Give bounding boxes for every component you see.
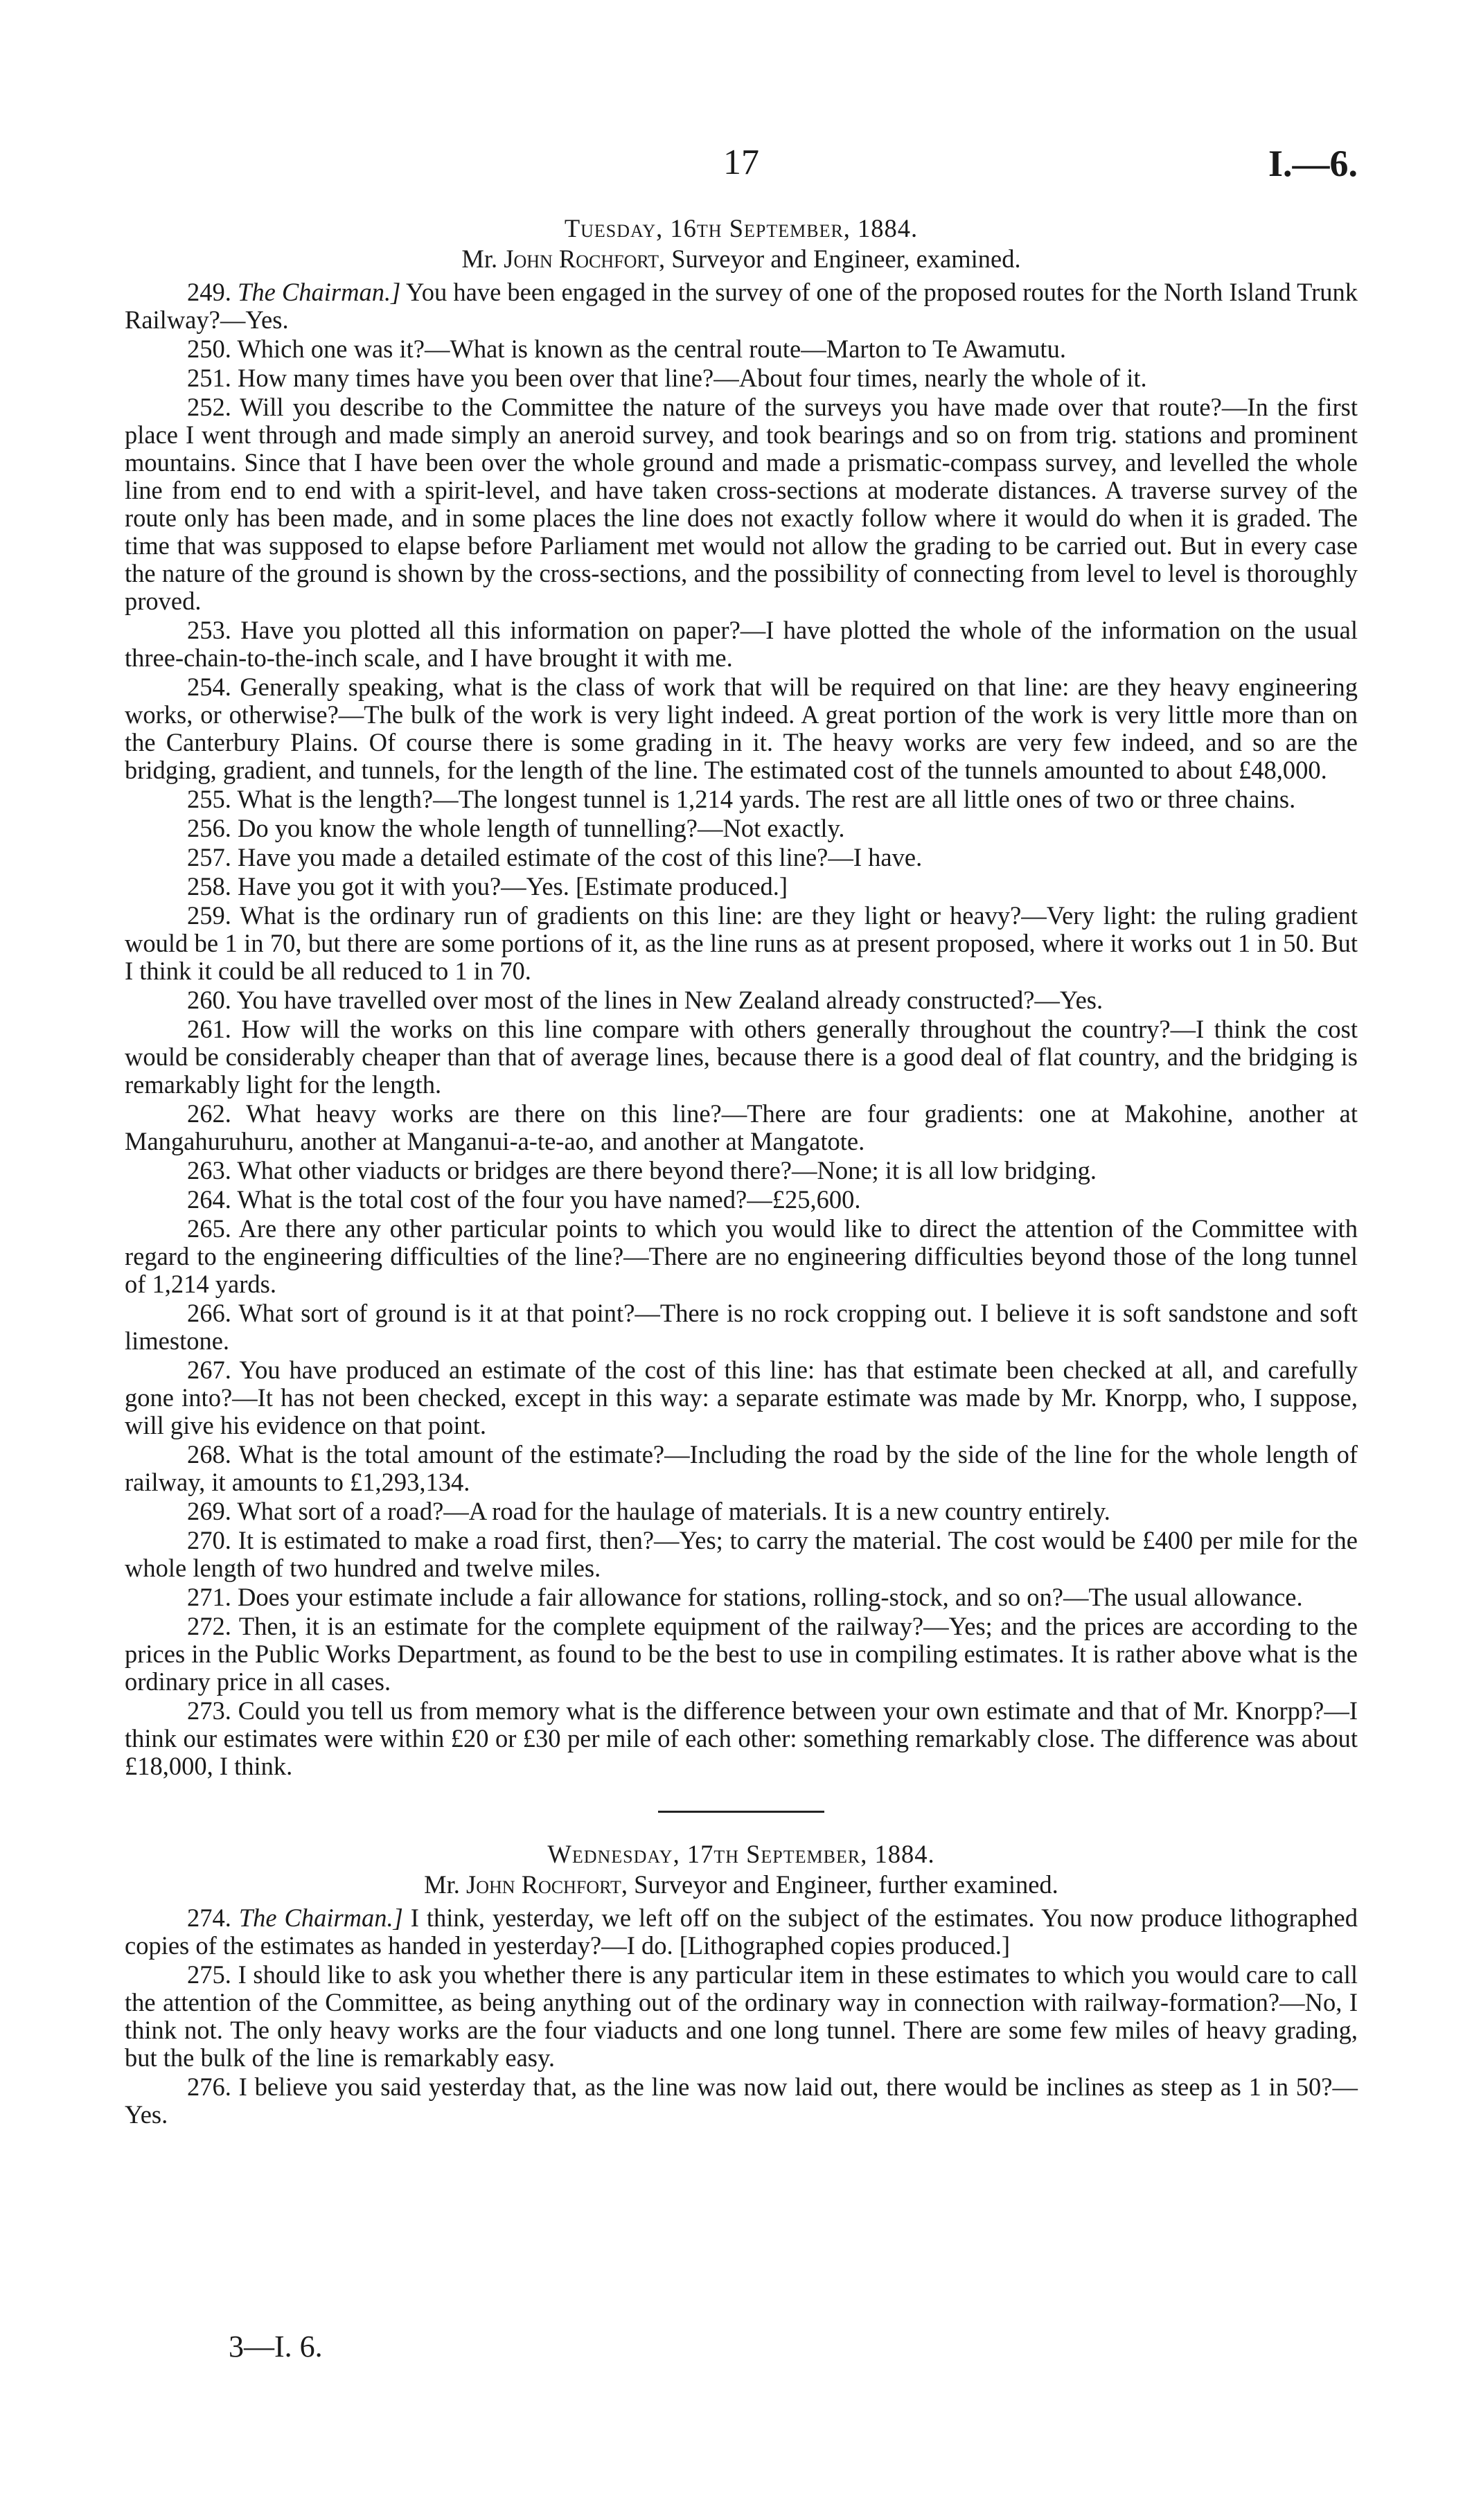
question-number: 251. <box>187 364 231 392</box>
question-number: 272. <box>187 1612 231 1640</box>
entry-text: You have produced an estimate of the cost of this line: has that estimate been checked at all, and carefully gone into?—It has not been checked, except in this way: a separate estimate was made by Mr. Knorpp, who, I suppose, will give his evidence on that point. <box>125 1356 1358 1439</box>
question-answer <box>125 1356 1358 1439</box>
document-reference: I.—6. <box>1268 143 1358 184</box>
question-answer <box>125 902 1358 985</box>
entry-text: What is the total cost of the four you have named?—£25,600. <box>237 1185 861 1214</box>
question-number: 276. <box>187 2073 231 2101</box>
question-number: 254. <box>187 673 231 701</box>
question-number: 250. <box>187 335 231 363</box>
question-answer <box>125 673 1358 784</box>
entry-text: I should like to ask you whether there is any particular item in these estimates to which you would care to call the attention of the Committee, as being anything out of the ordinary way in connection with railway-formation?—No, I think not. The only heavy works are the four viaducts and one long tunnel. There are some few miles of heavy grading, but the bulk of the line is remarkably easy. <box>125 1960 1358 2072</box>
entry-text: Have you plotted all this information on paper?—I have plotted the whole of the information on the usual three-chain-to-the-inch scale, and I have brought it with me. <box>125 616 1358 672</box>
entry-text: What sort of ground is it at that point?—There is no rock cropping out. I believe it is soft sandstone and soft limestone. <box>125 1299 1358 1355</box>
question-answer <box>125 278 1358 334</box>
question-answer <box>125 1613 1358 1696</box>
speaker: The Chairman.] <box>238 278 401 306</box>
question-answer <box>125 335 1358 363</box>
question-number: 268. <box>187 1440 231 1468</box>
question-number: 264. <box>187 1185 231 1214</box>
entry-text: What is the total amount of the estimate?—Including the road by the side of the line for the whole length of railway, it amounts to £1,293,134. <box>125 1440 1358 1496</box>
question-answer <box>125 1527 1358 1582</box>
question-answer <box>125 1697 1358 1780</box>
question-number: 256. <box>187 814 231 842</box>
witness-prefix: Mr. <box>461 245 504 273</box>
entry-text: Are there any other particular points to which you would like to direct the attention of the Committee with regard to the engineering difficulties of the line?—There are no engineering difficulties beyond those of the long tunnel of 1,214 yards. <box>125 1214 1358 1298</box>
printer-signature: 3—I. 6. <box>229 2330 323 2363</box>
question-number: 261. <box>187 1015 231 1043</box>
entry-text: It is estimated to make a road first, then?—Yes; to carry the material. The cost would be £400 per mile for the whole length of two hundred and twelve miles. <box>125 1526 1358 1582</box>
question-number: 265. <box>187 1214 231 1243</box>
question-number: 259. <box>187 901 231 930</box>
entry-text: Does your estimate include a fair allowance for stations, rolling-stock, and so on?—The usual allowance. <box>238 1583 1303 1611</box>
entry-text: Which one was it?—What is known as the central route—Marton to Te Awamutu. <box>237 335 1066 363</box>
entry-text: Do you know the whole length of tunnelling?—Not exactly. <box>238 814 845 842</box>
entry-text: What other viaducts or bridges are there beyond there?—None; it is all low bridging. <box>237 1156 1097 1184</box>
entry-text: What is the length?—The longest tunnel is 1,214 yards. The rest are all little ones of two or three chains. <box>237 785 1296 813</box>
entry-text: What heavy works are there on this line?—There are four gradients: one at Makohine, another at Mangahuruhuru, another at Manganui-a-te-ao, and another at Mangatote. <box>125 1099 1358 1155</box>
entry-text: Have you got it with you?—Yes. [Estimate produced.] <box>238 872 788 900</box>
question-number: 271. <box>187 1583 231 1611</box>
question-number: 255. <box>187 785 231 813</box>
question-answer <box>125 815 1358 842</box>
question-number: 263. <box>187 1156 231 1184</box>
question-number: 266. <box>187 1299 231 1327</box>
session-date: Tuesday, 16th September, 1884. <box>564 214 919 242</box>
question-number: 249. <box>187 278 231 306</box>
question-answer <box>125 1961 1358 2072</box>
question-answer <box>125 1904 1358 1960</box>
entry-text: Then, it is an estimate for the complete equipment of the railway?—Yes; and the prices are according to the prices in the Public Works Department, as found to be the best to use in compiling estimates. It is rather above what is the ordinary price in all cases. <box>125 1612 1358 1696</box>
entry-text: Could you tell us from memory what is the difference between your own estimate and that of Mr. Knorpp?—I think our estimates were within £20 or £30 per mile of each other: something remarkably close. The difference was about £18,000, I think. <box>125 1696 1358 1780</box>
entry-text: How many times have you been over that line?—About four times, nearly the whole of it. <box>238 364 1147 392</box>
entry-text: You have been engaged in the survey of one of the proposed routes for the North Island Trunk Railway?—Yes. <box>125 278 1358 334</box>
question-answer <box>125 1441 1358 1496</box>
question-answer <box>125 1583 1358 1611</box>
entry-text: Generally speaking, what is the class of work that will be required on that line: are they heavy engineering works, or otherwise?—The bulk of the work is very light indeed. A great portion of the work is very little more than on the Canterbury Plains. Of course there is some grading in it. The heavy works are very few indeed, and so are the bridging, gradient, and tunnels, for the length of the line. The estimated cost of the tunnels amounted to about £48,000. <box>125 673 1358 784</box>
entry-text: You have travelled over most of the lines in New Zealand already constructed?—Yes. <box>236 986 1103 1014</box>
question-answer <box>125 393 1358 615</box>
question-answer <box>125 364 1358 392</box>
question-answer <box>125 873 1358 900</box>
page-header <box>125 142 1358 190</box>
section-divider <box>658 1811 824 1813</box>
question-number: 262. <box>187 1099 231 1128</box>
entry-text: How will the works on this line compare with others generally throughout the country?—I think the cost would be considerably cheaper than that of average lines, because there is a good deal of flat country, and the bridging is remarkably light for the length. <box>125 1015 1358 1099</box>
question-number: 273. <box>187 1696 231 1725</box>
witness-line <box>125 245 1358 273</box>
question-answer <box>125 1498 1358 1525</box>
question-number: 252. <box>187 393 231 421</box>
session-date: Wednesday, 17th September, 1884. <box>547 1840 935 1868</box>
entry-text: Have you made a detailed estimate of the cost of this line?—I have. <box>238 843 923 871</box>
question-number: 274. <box>187 1904 231 1932</box>
witness-line <box>125 1871 1358 1899</box>
question-number: 267. <box>187 1356 231 1384</box>
question-number: 260. <box>187 986 231 1014</box>
question-number: 275. <box>187 1960 231 1989</box>
question-answer <box>125 1215 1358 1298</box>
entry-text: I believe you said yesterday that, as the line was now laid out, there would be inclines as steep as 1 in 50?—Yes. <box>125 2073 1358 2129</box>
question-number: 270. <box>187 1526 231 1554</box>
witness-name: John Rochfort <box>504 245 659 273</box>
question-answer <box>125 616 1358 672</box>
entry-text: What is the ordinary run of gradients on this line: are they light or heavy?—Very light: the ruling gradient would be 1 in 70, but there are some portions of it, as the line runs as at present proposed, where it works out 1 in 50. But I think it could be all reduced to 1 in 70. <box>125 901 1358 985</box>
entry-text: Will you describe to the Committee the nature of the surveys you have made over that route?—In the first place I went through and made simply an aneroid survey, and took bearings and so on from trig. stations and prominent mountains. Since that I have been over the whole ground and made a prismatic-compass survey, and levelled the whole line from end to end with a spirit-level, and have taken cross-sections at moderate distances. A traverse survey of the route only has been made, and in some places the line does not exactly follow where it would do when it is graded. The time that was supposed to elapse before Parliament met would not allow the grading to be carried out. But in every case the nature of the ground is shown by the cross-sections, and the possibility of connecting from level to level is thoroughly proved. <box>125 393 1358 615</box>
question-answer <box>125 1015 1358 1099</box>
page-number: 17 <box>723 143 759 182</box>
question-answer <box>125 1100 1358 1155</box>
question-number: 253. <box>187 616 231 644</box>
question-answer <box>125 844 1358 871</box>
witness-role: , Surveyor and Engineer, further examined. <box>621 1870 1058 1899</box>
entry-text: What sort of a road?—A road for the haulage of materials. It is a new country entirely. <box>237 1497 1110 1525</box>
entry-text: I think, yesterday, we left off on the subject of the estimates. You now produce lithographed copies of the estimates as handed in yesterday?—I do. [Lithographed copies produced.] <box>125 1904 1358 1960</box>
question-number: 257. <box>187 843 231 871</box>
question-number: 258. <box>187 872 231 900</box>
evidence-body <box>125 208 1358 2130</box>
speaker: The Chairman.] <box>238 1904 403 1932</box>
question-answer <box>125 2073 1358 2129</box>
witness-name: John Rochfort <box>466 1870 621 1899</box>
witness-role: , Surveyor and Engineer, examined. <box>659 245 1021 273</box>
question-number: 269. <box>187 1497 231 1525</box>
witness-prefix: Mr. <box>424 1870 467 1899</box>
question-answer <box>125 1157 1358 1184</box>
question-answer <box>125 986 1358 1014</box>
question-answer <box>125 786 1358 813</box>
question-answer <box>125 1186 1358 1214</box>
question-answer <box>125 1299 1358 1355</box>
